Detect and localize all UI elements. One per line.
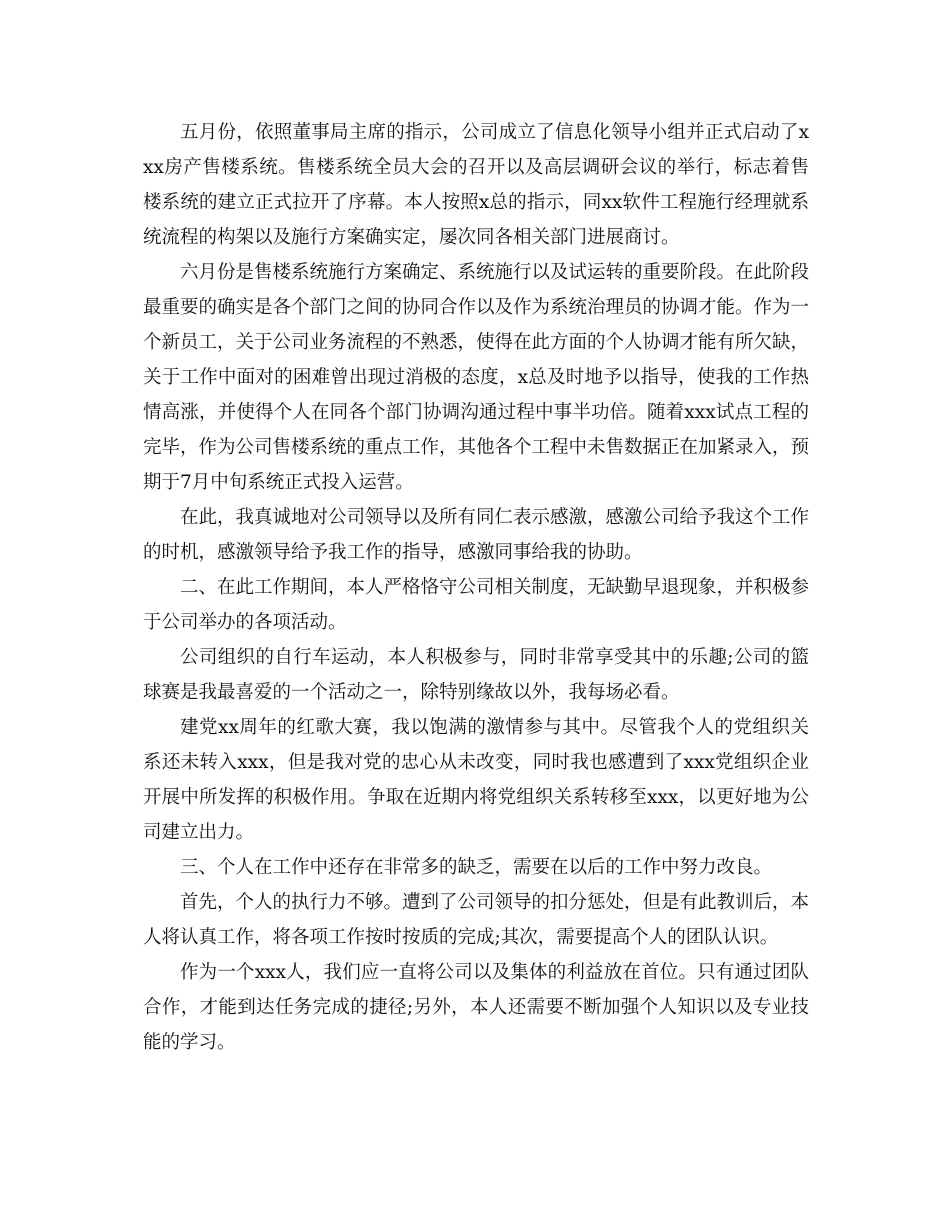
paragraph-gratitude: 在此，我真诚地对公司领导以及所有同仁表示感激，感激公司给予我这个工作的时机，感激领导给予我工作的指导，感激同事给我的协助。	[143, 507, 810, 563]
paragraph-june-progress: 六月份是售楼系统施行方案确定、系统施行以及试运转的重要阶段。在此阶段最重要的确实是各个部门之间的协同合作以及作为系统治理员的协调才能。作为一个新员工，关于公司业务流程的不熟悉，使得在此方面的个人协调才能有所欠缺，关于工作中面对的困难曾出现过消极的态度，x总及时地予以指导，使我的工作热情高涨，并使得个人在同各个部门协调沟通过程中事半功倍。随着xxx试点工程的完毕，作为公司售楼系统的重点工作，其他各个工程中未售数据正在加紧录入，预期于7月中旬系统正式投入运营。	[143, 262, 810, 493]
paragraph-section-three: 三、个人在工作中还存在非常多的缺乏，需要在以后的工作中努力改良。	[180, 857, 773, 878]
document-body	[143, 115, 809, 1060]
paragraph-execution: 首先，个人的执行力不够。遭到了公司领导的扣分惩处，但是有此教训后，本人将认真工作，将各项工作按时按质的完成;其次，需要提高个人的团队认识。	[143, 892, 810, 948]
paragraph-section-two: 二、在此工作期间，本人严格恪守公司相关制度，无缺勤早退现象，并积极参于公司举办的各项活动。	[143, 577, 810, 633]
paragraph-teamwork: 作为一个xxx人，我们应一直将公司以及集体的利益放在首位。只有通过团队合作，才能到达任务完成的捷径;另外，本人还需要不断加强个人知识以及专业技能的学习。	[143, 962, 809, 1053]
paragraph-activities: 公司组织的自行车运动，本人积极参与，同时非常享受其中的乐趣;公司的篮球赛是我最喜爱的一个活动之一，除特别缘故以外，我每场必看。	[143, 647, 809, 703]
paragraph-may-progress: 五月份，依照董事局主席的指示，公司成立了信息化领导小组并正式启动了xxx房产售楼系统。售楼系统全员大会的召开以及高层调研会议的举行，标志着售楼系统的建立正式拉开了序幕。本人按照x总的指示，同xx软件工程施行经理就系统流程的构架以及施行方案确实定，屡次同各相关部门进展商讨。	[143, 122, 809, 248]
paragraph-party-event: 建党xx周年的红歌大赛，我以饱满的激情参与其中。尽管我个人的党组织关系还未转入xxx，但是我对党的忠心从未改变，同时我也感遭到了xxx党组织企业开展中所发挥的积极作用。争取在近期内将党组织关系转移至xxx，以更好地为公司建立出力。	[143, 717, 809, 843]
